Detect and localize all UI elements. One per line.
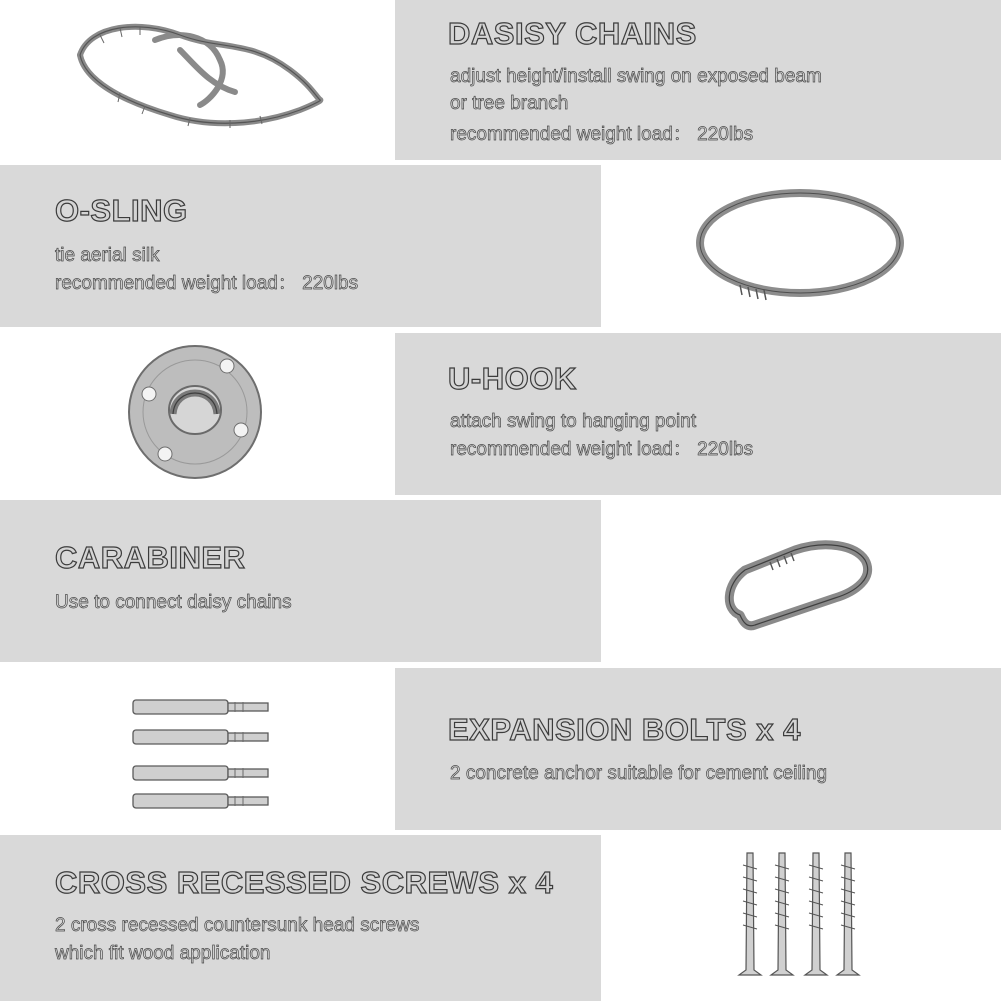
item-cross-recessed-screws bbox=[0, 835, 1001, 1001]
carabiner-icon bbox=[715, 530, 885, 640]
o-sling-icon bbox=[680, 175, 920, 315]
u-hook-desc-1: attach swing to hanging point bbox=[450, 411, 697, 432]
screws-desc-1: 2 cross recessed countersunk head screws bbox=[55, 915, 420, 936]
screws-desc-2: which fit wood application bbox=[55, 943, 271, 964]
item-carabiner bbox=[0, 500, 1001, 662]
screws-title: CROSS RECESSED SCREWS x 4 bbox=[55, 865, 554, 900]
carabiner-title: CARABINER bbox=[55, 540, 246, 575]
item-u-hook bbox=[0, 333, 1001, 495]
expansion-bolts-title: EXPANSION BOLTS x 4 bbox=[448, 712, 801, 747]
expansion-bolts-icon bbox=[125, 688, 275, 818]
daisy-chains-desc-2: or tree branch bbox=[450, 93, 569, 114]
daisy-chains-desc-3: recommended weight load： 220lbs bbox=[450, 124, 754, 145]
u-hook-plate-icon bbox=[115, 334, 275, 494]
wood-screws-icon bbox=[725, 845, 875, 995]
expansion-bolts-desc-1: 2 concrete anchor suitable for cement ceiling bbox=[450, 763, 828, 784]
item-o-sling bbox=[0, 165, 1001, 327]
item-expansion-bolts bbox=[0, 668, 1001, 830]
u-hook-desc-2: recommended weight load： 220lbs bbox=[450, 439, 754, 460]
carabiner-panel bbox=[0, 500, 601, 662]
expansion-bolts-image bbox=[125, 688, 275, 818]
o-sling-title: O-SLING bbox=[55, 193, 188, 228]
u-hook-title: U-HOOK bbox=[448, 361, 577, 396]
o-sling-image bbox=[680, 175, 920, 315]
screws-image bbox=[725, 845, 875, 995]
expansion-bolts-panel bbox=[395, 668, 1001, 830]
daisy-chains-desc-1: adjust height/install swing on exposed beam bbox=[450, 66, 822, 87]
daisy-chains-title: DASISY CHAINS bbox=[448, 16, 697, 51]
item-daisy-chains bbox=[0, 0, 1001, 160]
carabiner-image bbox=[715, 530, 885, 640]
o-sling-desc-2: recommended weight load： 220lbs bbox=[55, 273, 359, 294]
daisy-chain-icon bbox=[60, 10, 340, 150]
daisy-chain-image bbox=[60, 10, 340, 150]
carabiner-desc-1: Use to connect daisy chains bbox=[55, 592, 292, 613]
o-sling-desc-1: tie aerial silk bbox=[55, 245, 160, 266]
u-hook-image bbox=[115, 333, 275, 495]
